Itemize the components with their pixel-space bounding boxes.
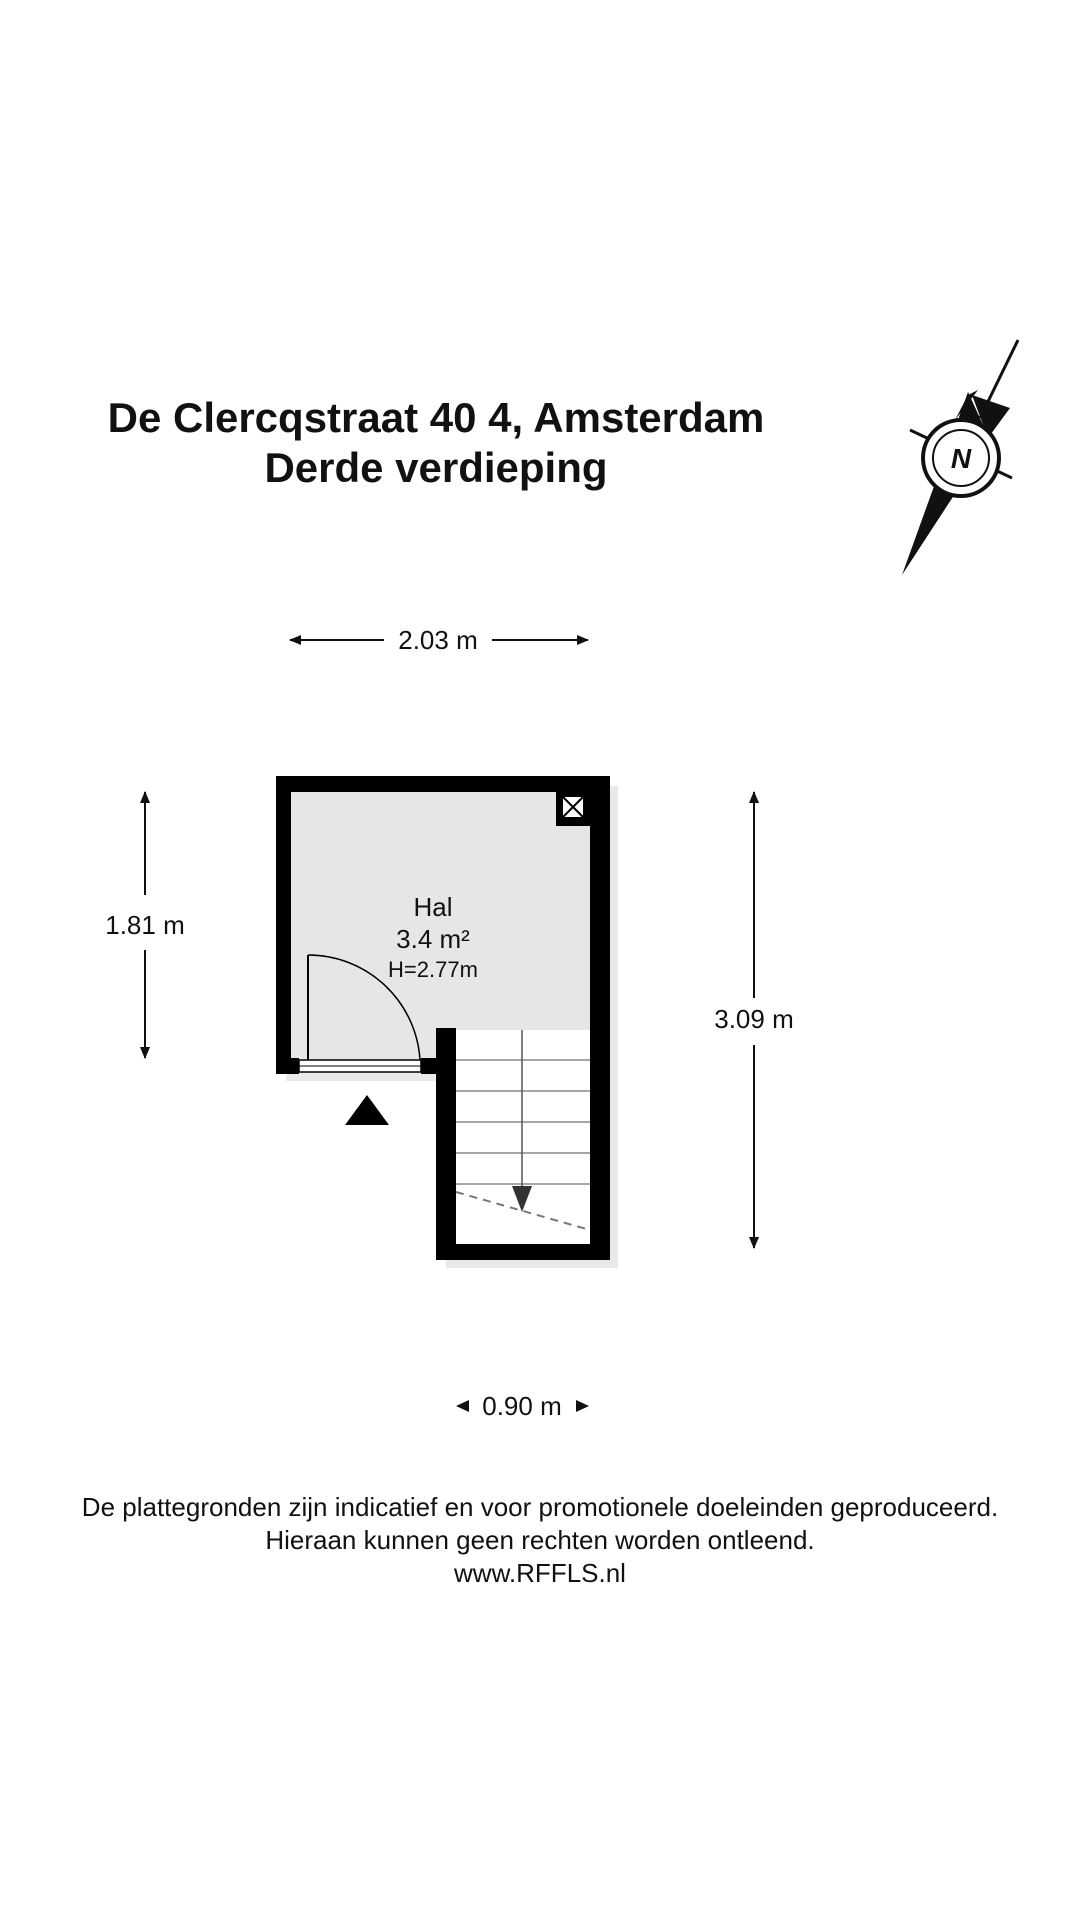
room-ceiling-height: H=2.77m (388, 957, 478, 982)
plan-title: De Clercqstraat 40 4, Amsterdam (107, 394, 765, 441)
plan-subtitle: Derde verdieping (264, 444, 608, 491)
dimension-right-height (714, 792, 794, 1248)
room-name: Hal (413, 892, 453, 922)
dimension-top-width (290, 625, 588, 655)
dimension-bottom-width (456, 1391, 589, 1421)
disclaimer-website: www.RFFLS.nl (454, 1558, 626, 1588)
room-area: 3.4 m² (396, 924, 470, 954)
entrance-marker-icon (345, 1095, 389, 1125)
disclaimer-line-2: Hieraan kunnen geen rechten worden ontleend. (265, 1525, 815, 1555)
compass-icon (902, 340, 1018, 575)
disclaimer-line-1: De plattegronden zijn indicatief en voor promotionele doeleinden geproduceerd. (81, 1492, 999, 1522)
svg-text:1.81 m: 1.81 m (105, 910, 185, 940)
svg-text:0.90 m: 0.90 m (482, 1391, 562, 1421)
svg-text:3.09 m: 3.09 m (714, 1004, 794, 1034)
shaft-icon (562, 796, 584, 818)
dimension-left-height (105, 792, 185, 1058)
svg-text:2.03 m: 2.03 m (398, 625, 478, 655)
stair-floor (452, 1030, 590, 1252)
svg-text:N: N (950, 443, 972, 474)
room-hal (276, 776, 618, 1268)
